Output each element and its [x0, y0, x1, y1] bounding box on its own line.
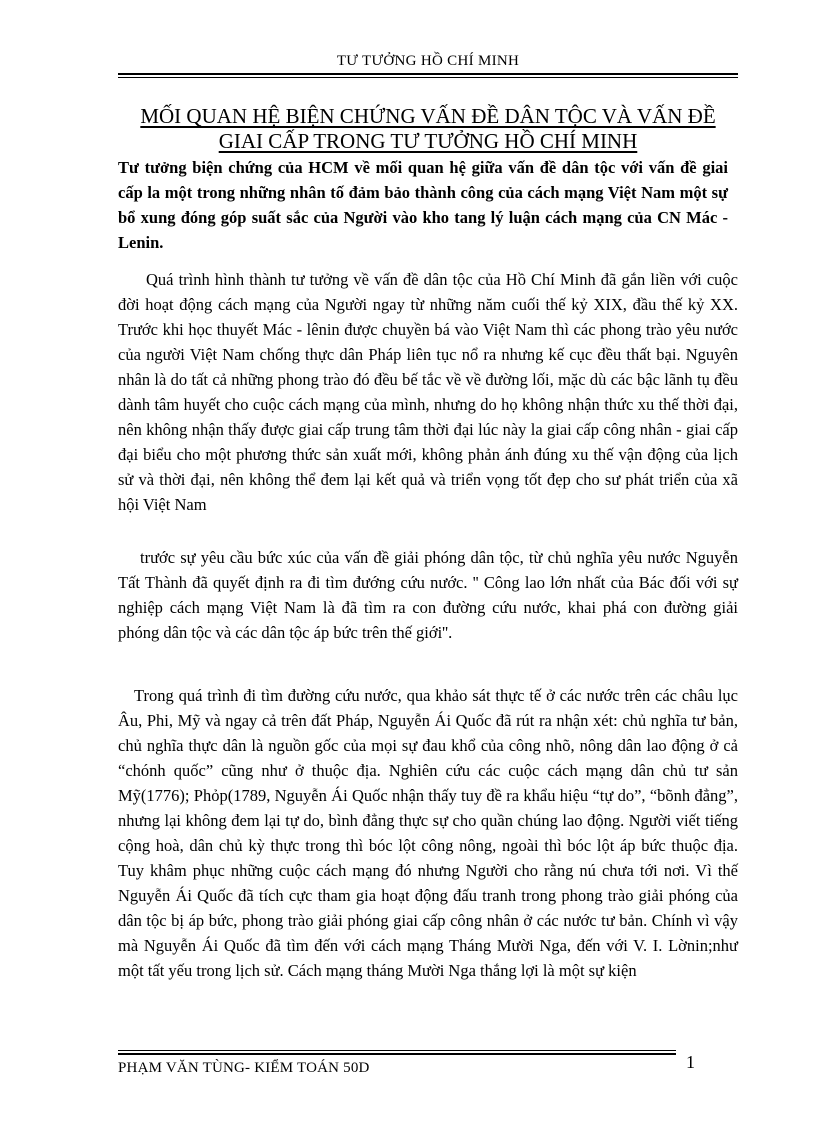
running-header: TƯ TƯỞNG HỒ CHÍ MINH — [336, 53, 520, 69]
body-paragraph-3: Trong quá trình đi tìm đường cứu nước, qua khảo sát thực tế ở các nước trên các châu lục Âu, Phi, Mỹ và ngay cả trên đất Pháp, Nguyễn Ái Quốc đã rút ra nhận xét: chủ nghĩa tư bản, chủ nghĩa thực dân là nguồn gốc của mọi sự đau khổ của công nhõ, nông dân lao động ở cả “chónh quốc” cũng như ở thuộc địa. Nghiên cứu các cuộc cách mạng dân chủ tư sản Mỹ(1776); Phỏp(1789, Nguyễn Ái Quốc nhận thấy tuy đề ra khẩu hiệu “tự do”, “bõnh đẳng”, nhưng lại không đem lại tự do, bình đẳng thực sự cho quần chúng lao động. Người viết tiếng cộng hoà, dân chủ kỳ thực trong thì bóc lột công nông, ngoài thì bóc lột áp bức thuộc địa. Tuy khâm phục những cuộc cách mạng đó nhưng Người cho rằng nú chưa tới nơi. Vì thế Nguyễn Ái Quốc đã tích cực tham gia hoạt động đấu tranh trong phong trào giải phóng của dân tộc bị áp bức, phong trào giải phóng giai cấp công nhân ở các nước tư bản. Chính vì vậy mà Nguyễn Ái Quốc đã tìm đến với cách mạng Tháng Mười Nga, đến với V. I. Lờnin;như một tất yếu trong lịch sử. Cách mạng tháng Mười Nga thắng lợi là một sự kiện — [118, 686, 738, 980]
document-title: MỐI QUAN HỆ BIỆN CHỨNG VẤN ĐỀ DÂN TỘC VÀ VẤN ĐỀ GIAI CẤP TRONG TƯ TƯỞNG HỒ CHÍ MINH — [140, 104, 716, 153]
intro-paragraph: Tư tưởng biện chứng của HCM về mối quan hệ giữa vấn đề dân tộc với vấn đề giai cấp la một trong những nhân tố đảm bảo thành công của cách mạng Việt Nam một sự bổ xung đóng góp suất sắc của Người vào kho tang lý luận cách mạng của CN Mác - Lenin. — [118, 158, 728, 252]
header-rule — [118, 73, 738, 75]
footer-author: PHẠM VĂN TÙNG- KIỂM TOÁN 50D — [118, 1060, 370, 1076]
page-number: 1 — [686, 1052, 695, 1072]
footer-rule-thin — [118, 1050, 676, 1051]
footer-rule — [118, 1053, 676, 1055]
header-rule-thin — [118, 77, 738, 78]
body-paragraph-2: trước sự yêu cầu bức xúc của vấn đề giải phóng dân tộc, từ chủ nghĩa yêu nước Nguyễn Tất Thành đã quyết định ra đi tìm đướng cứu nước. '' Công lao lớn nhất của Bác đối với sự nghiệp cách mạng Việt Nam là đã tìm ra con đường cứu nước, khai phá con đường giải phóng dân tộc và các dân tộc áp bức trên thế giới''. — [118, 548, 738, 642]
body-paragraph-1: Quá trình hình thành tư tưởng về vấn đề dân tộc của Hồ Chí Minh đã gắn liền với cuộc đời hoạt động cách mạng của Người ngay từ những năm cuối thế kỷ XIX, đầu thế kỷ XX. Trước khi học thuyết Mác - lênin được chuyền bá vào Việt Nam thì các phong trào yêu nước của người Việt Nam chống thực dân Pháp liên tục nổ ra nhưng kế cục đều thất bại. Nguyên nhân là do tất cả những phong trào đó đều bế tắc về về đường lối, mặc dù các bậc lãnh tụ đều dành tâm huyết cho cuộc cách mạng của mình, nhưng do họ không nhận thức xu thế thời đại, nên không nhận thấy được giai cấp trung tâm thời đại lúc này la giai cấp công nhân - giai cấp đại biểu cho một phương thức sản xuất mới, không phản ánh đúng xu thế vận động của lịch sử và thời đại, nên không thể đem lại kết quả và triển vọng tốt đẹp cho sư phát triển của xã hội Việt Nam — [118, 270, 738, 514]
